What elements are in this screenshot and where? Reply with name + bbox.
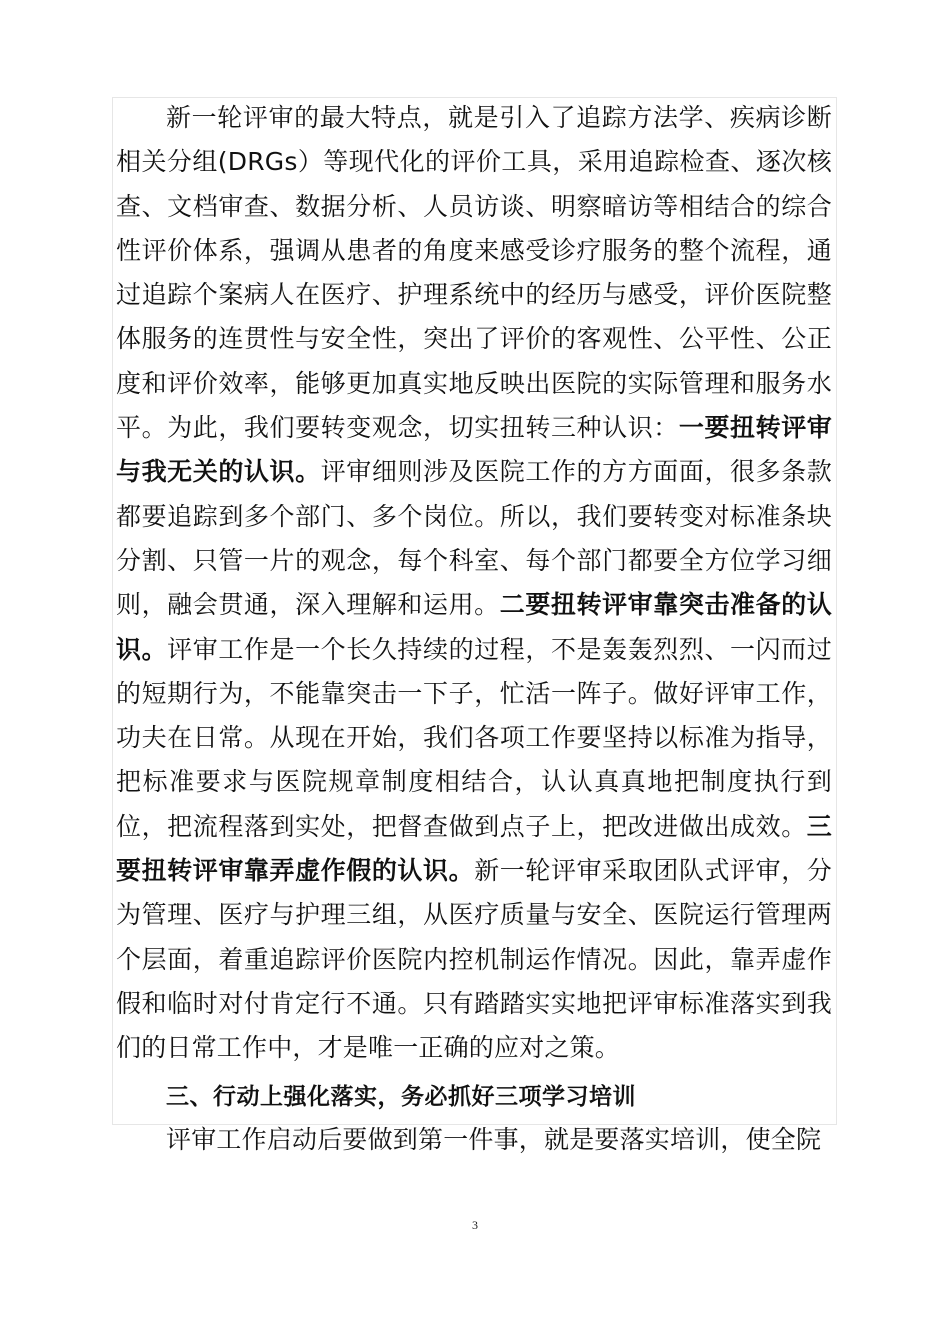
section-heading: 三、行动上强化落实，务必抓好三项学习培训 xyxy=(166,1082,636,1110)
bold-point-2: 二要扭转评审靠突击准备的认识。 xyxy=(116,590,832,664)
bold-point-3: 三要扭转评审靠弄虚作假的认识。 xyxy=(116,811,832,886)
paragraph-text: 新一轮评审采取团队式评审，分为管理、医疗与护理三组，从医疗质量与安全、医院运行管理两个层面，着重追踪评价医院内控机制运作情况。因此，靠弄虚作假和临时对付肯定行不通。只有踏踏实实地把评审标准落实到我们的日常工作中，才是唯一正确的应对之策。 xyxy=(116,856,832,1063)
paragraph-text: 评审细则涉及医院工作的方方面面，很多条款都要追踪到多个部门、多个岗位。所以，我们要转变对标准条块分割、只管一片的观念，每个科室、每个部门都要全方位学习细则，融会贯通，深入理解和运用。 xyxy=(116,457,832,620)
body-paragraph-continued: 评审工作启动后要做到第一件事，就是要落实培训，使全院 xyxy=(166,1124,822,1154)
page-number: 3 xyxy=(472,1218,478,1232)
bold-point-1: 一要扭转评审与我无关的认识。 xyxy=(116,413,832,487)
body-paragraph xyxy=(116,96,832,1071)
document-body xyxy=(116,96,832,1162)
paragraph-text: 评审工作是一个长久持续的过程，不是轰轰烈烈、一闪而过的短期行为，不能靠突击一下子，忙活一阵子。做好评审工作，功夫在日常。从现在开始，我们各项工作要坚持以标准为指导，把标准要求与医院规章制度相结合，认认真真地把制度执行到位，把流程落到实处，把督查做到点子上，把改进做出成效。 xyxy=(116,634,832,841)
paragraph-text: 新一轮评审的最大特点，就是引入了追踪方法学、疾病诊断相关分组(DRGs）等现代化的评价工具，采用追踪检查、逐次核查、文档审查、数据分析、人员访谈、明察暗访等相结合的综合性评价体系，强调从患者的角度来感受诊疗服务的整个流程，通过追踪个案病人在医疗、护理系统中的经历与感受，评价医院整体服务的连贯性与安全性，突出了评价的客观性、公平性、公正度和评价效率，能够更加真实地反映出医院的实际管理和服务水平。为此，我们要转变观念，切实扭转三种认识： xyxy=(116,103,832,443)
